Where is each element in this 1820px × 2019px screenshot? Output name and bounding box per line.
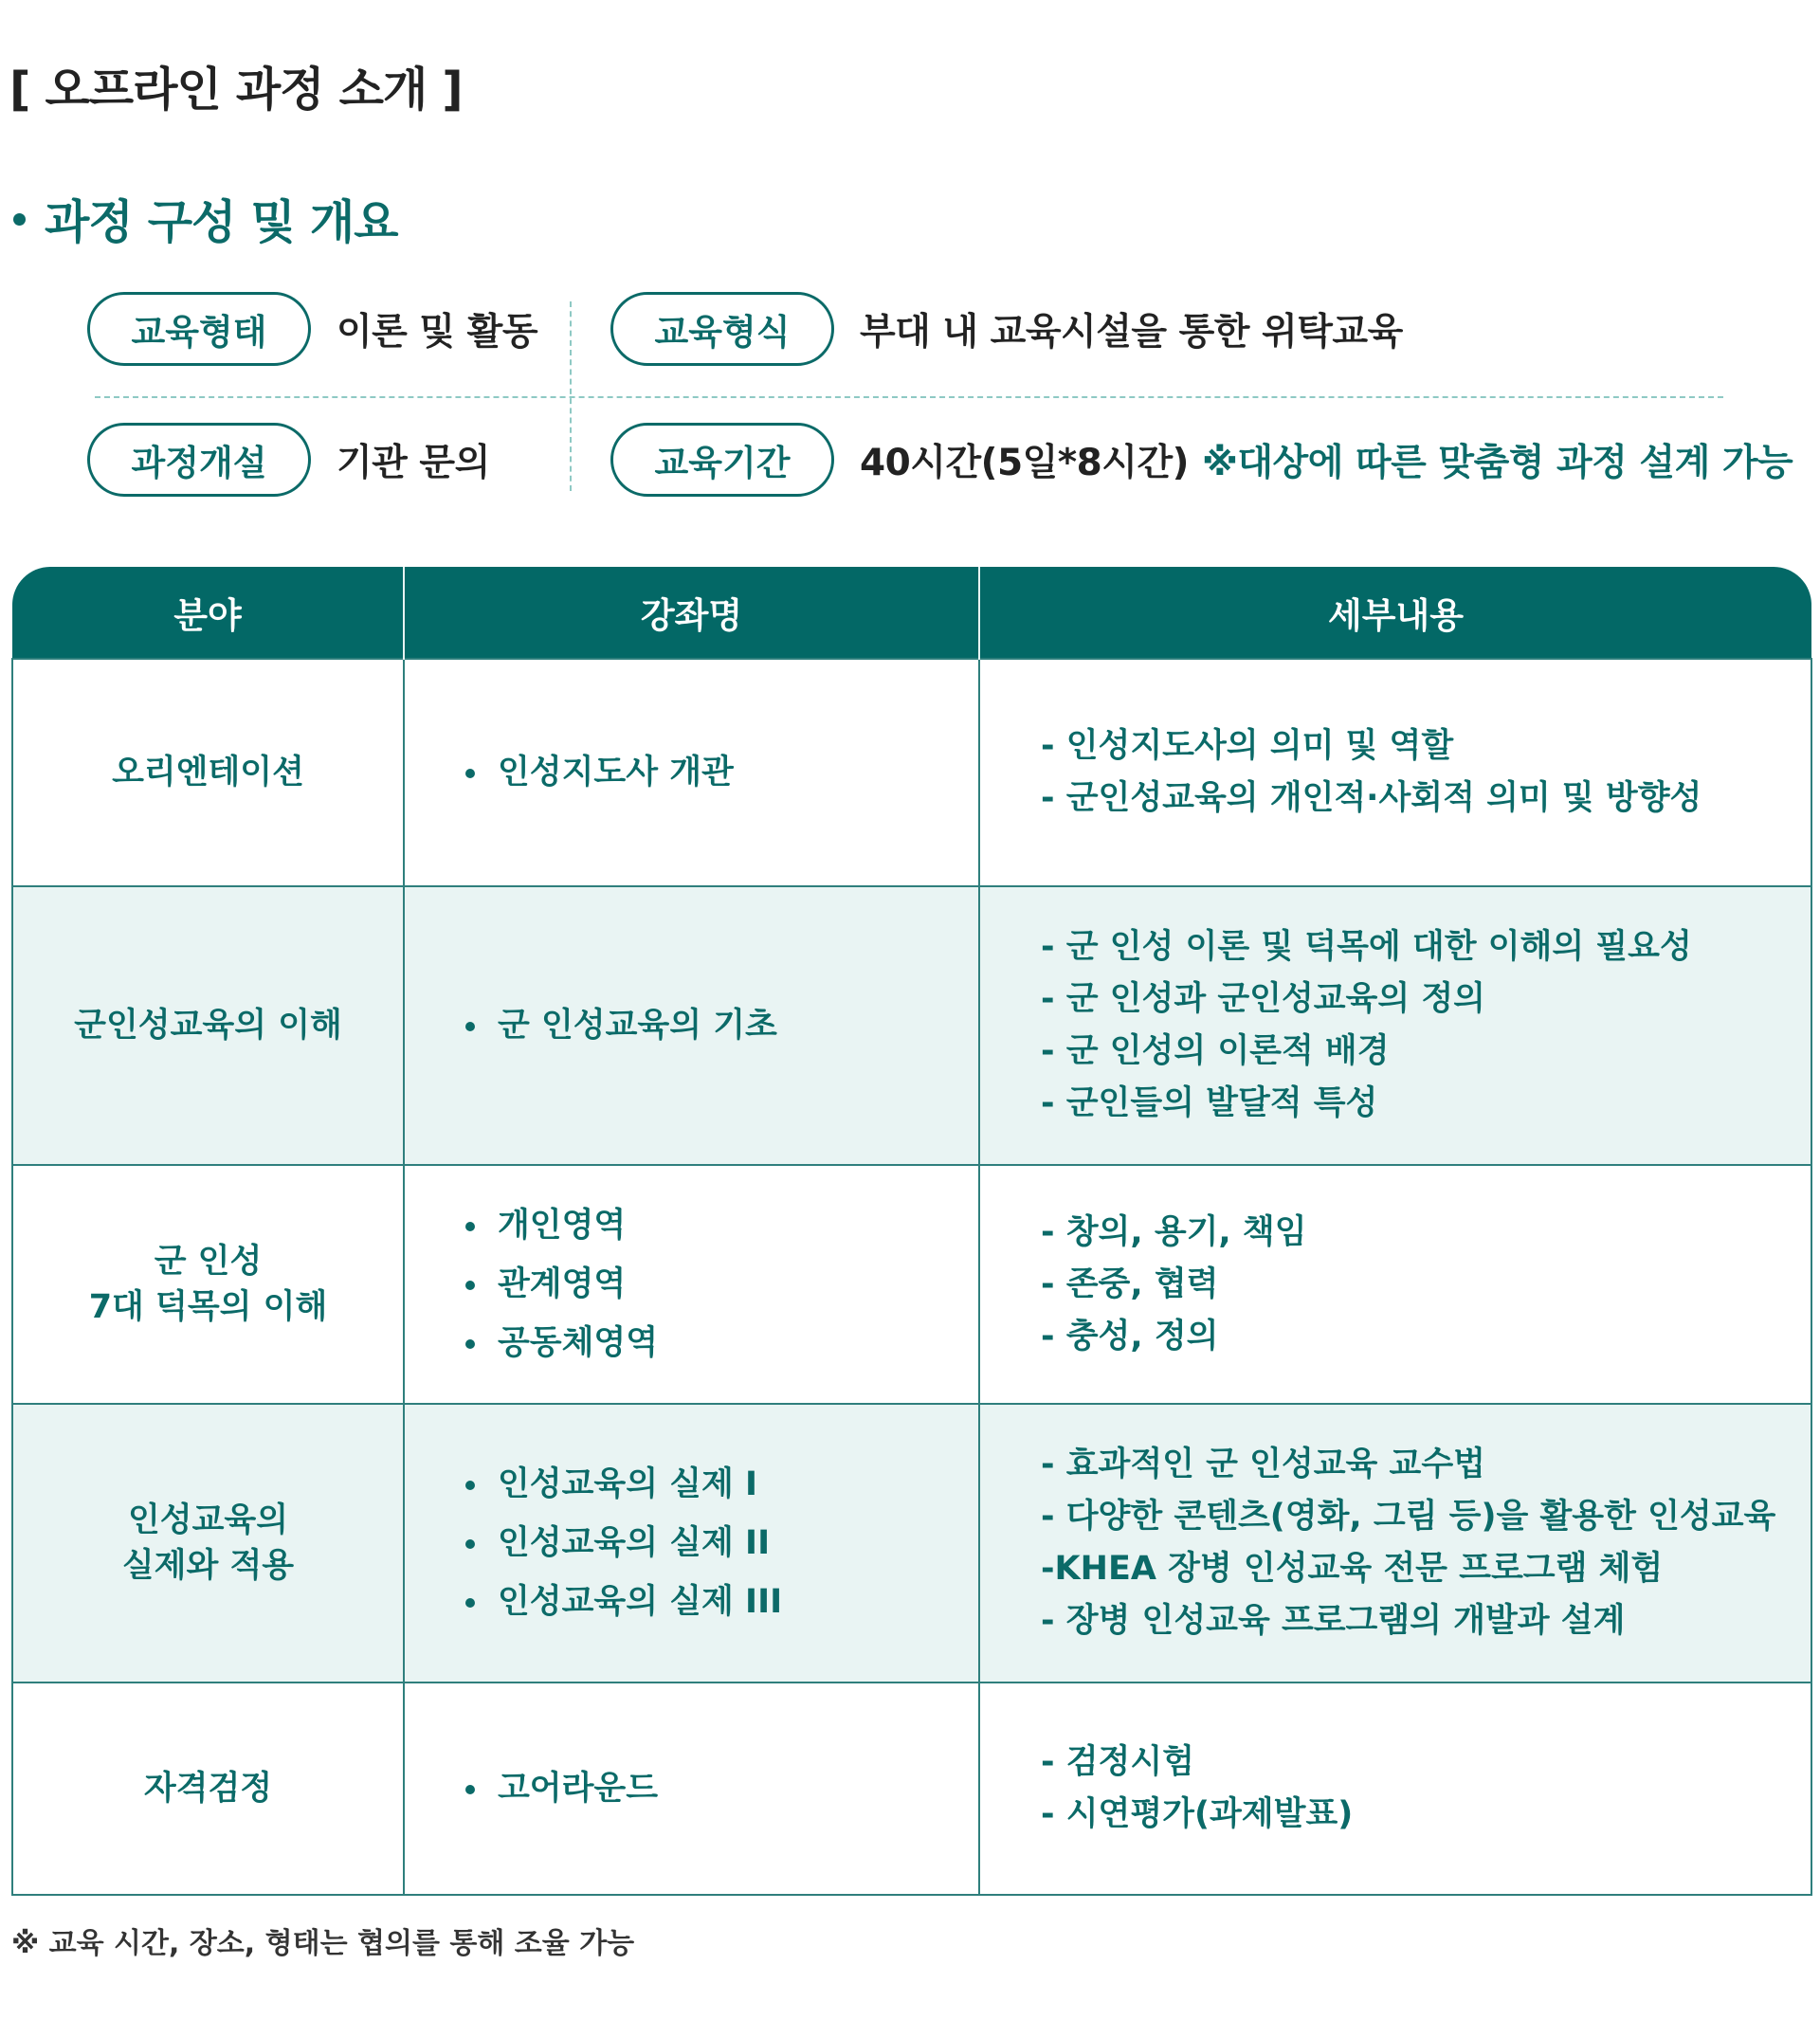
overview-opening	[87, 423, 490, 497]
course-overview	[87, 292, 1793, 502]
detail-item: - 존중, 협력	[1041, 1264, 1219, 1303]
lecture-cell	[404, 1165, 979, 1404]
detail-cell	[979, 1682, 1811, 1895]
field-line: 실제와 적용	[121, 1547, 295, 1585]
lecture-cell	[404, 659, 979, 886]
detail-item: - 군 인성과 군인성교육의 정의	[1041, 980, 1485, 1018]
lecture-item: 인성교육의 실제 I	[464, 1455, 977, 1514]
detail-cell	[979, 659, 1811, 886]
method-value: 부대 내 교육시설을 통한 위탁교육	[860, 311, 1403, 354]
lecture-item: 군 인성교육의 기초	[464, 996, 977, 1055]
detail-item: - 다양한 콘텐츠(영화, 그림 등)을 활용한 인성교육	[1041, 1498, 1776, 1536]
period-value-text: 40시간(5일*8시간)	[860, 442, 1189, 484]
detail-item: - 군 인성 이론 및 덕목에 대한 이해의 필요성	[1041, 928, 1692, 966]
form-value: 이론 및 활동	[337, 311, 538, 354]
detail-item: - 군 인성의 이론적 배경	[1041, 1032, 1390, 1070]
bullet-dot-icon	[13, 213, 26, 226]
table-row	[12, 1682, 1811, 1895]
page-title: [ 오프라인 과정 소개 ]	[9, 63, 463, 117]
opening-label-badge: 과정개설	[87, 423, 311, 497]
overview-period	[610, 423, 1793, 497]
lecture-item: 관계영역	[464, 1255, 977, 1314]
opening-value: 기관 문의	[337, 442, 490, 484]
field-cell: 오리엔테이션	[12, 659, 404, 886]
detail-item: - 충성, 정의	[1041, 1317, 1219, 1355]
detail-item: -KHEA 장병 인성교육 전문 프로그램 체험	[1041, 1550, 1664, 1588]
method-label-badge: 교육형식	[610, 292, 834, 366]
overview-method	[610, 292, 1403, 366]
period-note: ※대상에 따른 맞춤형 과정 설계 가능	[1201, 442, 1793, 484]
form-label-badge: 교육형태	[87, 292, 311, 366]
vertical-divider	[570, 301, 572, 491]
detail-cell	[979, 1404, 1811, 1682]
course-table	[11, 567, 1812, 1896]
field-line: 인성교육의	[127, 1501, 289, 1539]
table-row	[12, 886, 1811, 1165]
detail-item: - 군인들의 발달적 특성	[1041, 1084, 1378, 1122]
detail-item: - 효과적인 군 인성교육 교수법	[1041, 1446, 1485, 1483]
detail-cell	[979, 886, 1811, 1165]
period-label-badge: 교육기간	[610, 423, 834, 497]
horizontal-divider	[95, 396, 1723, 398]
footnote: ※ 교육 시간, 장소, 형태는 협의를 통해 조율 가능	[11, 1927, 635, 1960]
lecture-item: 공동체영역	[464, 1314, 977, 1373]
detail-item: - 군인성교육의 개인적·사회적 의미 및 방향성	[1041, 779, 1702, 817]
lecture-item: 개인영역	[464, 1196, 977, 1255]
lecture-item: 인성교육의 실제 III	[464, 1573, 977, 1631]
table-header-row	[12, 567, 1811, 659]
lecture-item: 고어라운드	[464, 1759, 977, 1818]
detail-item: - 시연평가(과제발표)	[1041, 1795, 1354, 1833]
field-cell: 군인성교육의 이해	[12, 886, 404, 1165]
detail-item: - 창의, 용기, 책임	[1041, 1212, 1307, 1251]
detail-cell	[979, 1165, 1811, 1404]
detail-item: - 검정시험	[1041, 1743, 1194, 1781]
field-cell: 자격검정	[12, 1682, 404, 1895]
period-value	[860, 433, 1793, 486]
lecture-cell	[404, 1404, 979, 1682]
detail-item: - 인성지도사의 의미 및 역할	[1041, 727, 1454, 765]
header-field: 분야	[12, 567, 404, 659]
header-details: 세부내용	[979, 567, 1811, 659]
lecture-item: 인성지도사 개관	[464, 743, 977, 802]
overview-form	[87, 292, 537, 366]
field-cell	[12, 1165, 404, 1404]
lecture-cell	[404, 886, 979, 1165]
table-row	[12, 1165, 1811, 1404]
header-lecture: 강좌명	[404, 567, 979, 659]
field-cell	[12, 1404, 404, 1682]
table-row	[12, 1404, 1811, 1682]
lecture-cell	[404, 1682, 979, 1895]
detail-item: - 장병 인성교육 프로그램의 개발과 설계	[1041, 1602, 1626, 1640]
section-title-text: 과정 구성 및 개요	[45, 195, 398, 249]
table-row	[12, 659, 1811, 886]
field-line: 7대 덕목의 이해	[88, 1288, 328, 1326]
lecture-item: 인성교육의 실제 II	[464, 1514, 977, 1573]
section-title	[13, 186, 398, 252]
field-line: 군 인성	[154, 1243, 263, 1281]
